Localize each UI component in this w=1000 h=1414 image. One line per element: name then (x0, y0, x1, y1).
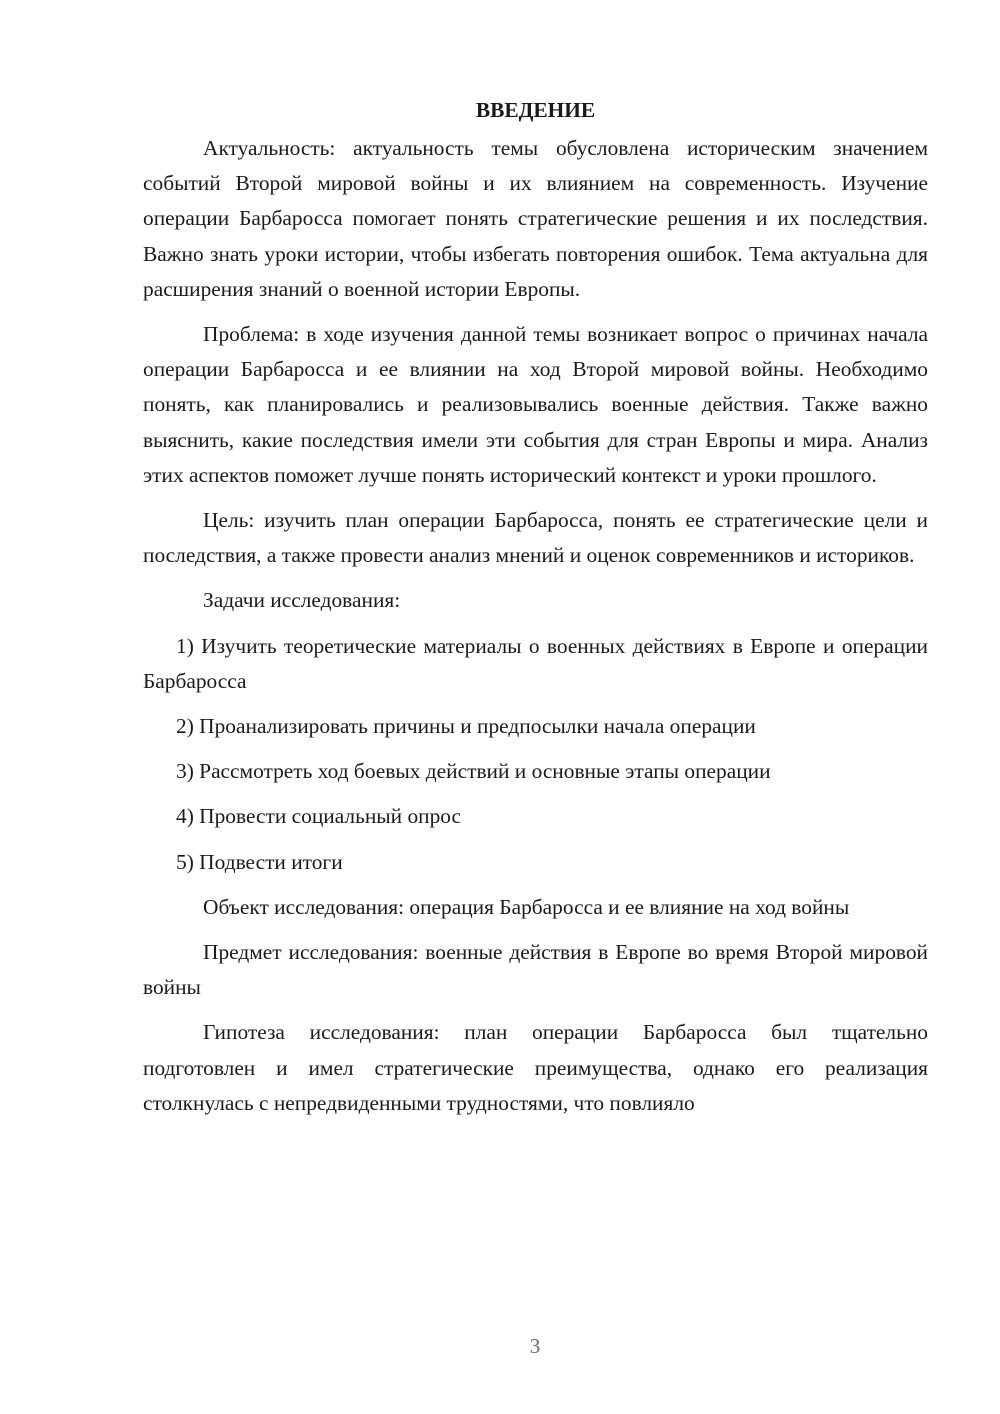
task-item-3: 3) Рассмотреть ход боевых действий и основные этапы операции (176, 759, 771, 784)
task-item-4: 4) Провести социальный опрос (176, 804, 462, 829)
section-heading: ВВЕДЕНИЕ (475, 98, 596, 122)
task-item-1: 1) Изучить теоретические материалы о военных действиях в Европе и операции Барбаросса (143, 633, 928, 693)
paragraph-relevance: Актуальность: актуальность темы обусловлена историческим значением событий Второй мировой войны и их влиянием на современность. Изучение операции Барбаросса помогает понять стратегические решения и их последствия. Важно знать уроки истории, чтобы избегать повторения ошибок. Тема актуальна для расширения знаний о военной истории Европы. (143, 136, 928, 301)
tasks-title: Задачи исследования: (203, 588, 401, 613)
page-number: 3 (529, 1334, 541, 1358)
paragraph-subject: Предмет исследования: военные действия в Европе во время Второй мировой войны (143, 940, 928, 1000)
paragraph-goal: Цель: изучить план операции Барбаросса, понять ее стратегические цели и последствия, а также провести анализ мнений и оценок современников и историков. (143, 508, 928, 568)
paragraph-problem: Проблема: в ходе изучения данной темы возникает вопрос о причинах начала операции Барбаросса и ее влиянии на ход Второй мировой войны. Необходимо понять, как планировались и реализовывались военные действия. Также важно выяснить, какие последствия имели эти события для стран Европы и мира. Анализ этих аспектов поможет лучше понять исторический контекст и уроки прошлого. (143, 322, 928, 487)
paragraph-object: Объект исследования: операция Барбаросса и ее влияние на ход войны (203, 894, 850, 919)
task-item-5: 5) Подвести итоги (176, 849, 343, 874)
paragraph-hypothesis: Гипотеза исследования: план операции Барбаросса был тщательно подготовлен и имел стратегические преимущества, однако его реализация столкнулась с непредвиденными трудностями, что повлияло (143, 1020, 928, 1115)
task-item-2: 2) Проанализировать причины и предпосылки начала операции (176, 714, 756, 739)
document-page (143, 96, 928, 1131)
